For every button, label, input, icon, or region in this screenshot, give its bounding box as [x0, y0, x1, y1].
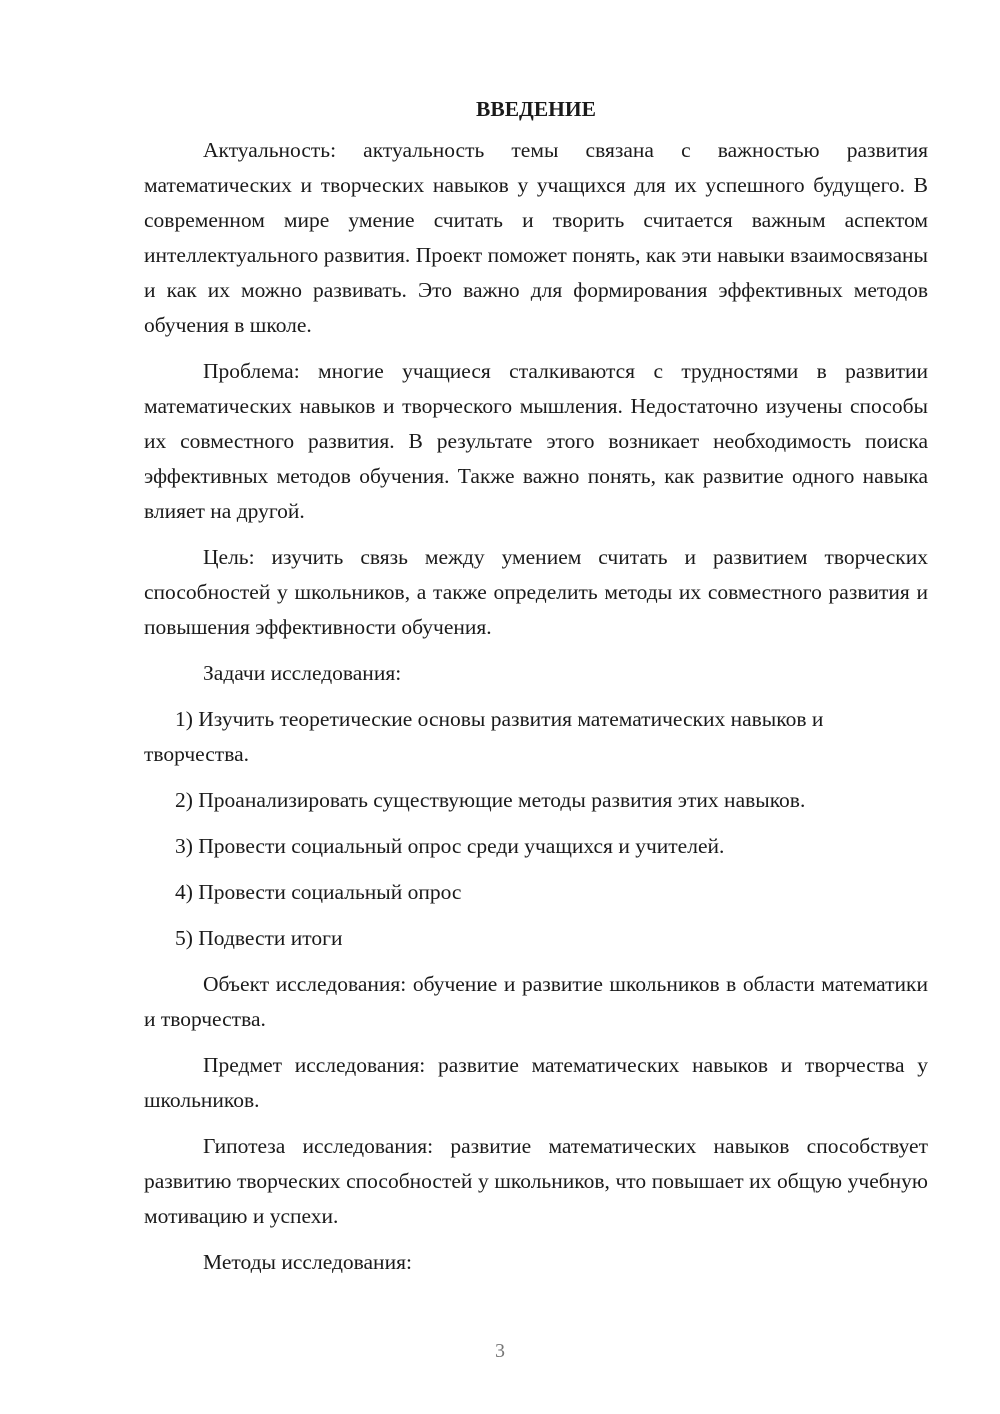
page-content [144, 92, 928, 1291]
goal-paragraph: Цель: изучить связь между умением считать и развитием творческих способностей у школьников, а также определить методы их совместного развития и повышения эффективности обучения. [144, 545, 928, 639]
task-item-3: 3) Провести социальный опрос среди учащихся и учителей. [175, 834, 725, 858]
hypothesis-paragraph: Гипотеза исследования: развитие математических навыков способствует развитию творческих способностей у школьников, что повышает их общую учебную мотивацию и успехи. [144, 1134, 928, 1228]
page-number: 3 [495, 1340, 505, 1362]
subject-paragraph: Предмет исследования: развитие математических навыков и творчества у школьников. [144, 1053, 928, 1112]
problem-paragraph: Проблема: многие учащиеся сталкиваются с трудностями в развитии математических навыков и творческого мышления. Недостаточно изучены способы их совместного развития. В результате этого возникает необходимость поиска эффективных методов обучения. Также важно понять, как развитие одного навыка влияет на другой. [144, 359, 928, 523]
object-paragraph: Объект исследования: обучение и развитие школьников в области математики и творчества. [144, 972, 928, 1031]
relevance-paragraph: Актуальность: актуальность темы связана с важностью развития математических и творческих навыков у учащихся для их успешного будущего. В современном мире умение считать и творить считается важным аспектом интеллектуального развития. Проект поможет понять, как эти навыки взаимосвязаны и как их можно развивать. Это важно для формирования эффективных методов обучения в школе. [144, 138, 928, 337]
section-title: ВВЕДЕНИЕ [476, 97, 596, 121]
methods-heading: Методы исследования: [203, 1250, 412, 1274]
tasks-heading: Задачи исследования: [203, 661, 402, 685]
task-item-1: 1) Изучить теоретические основы развития математических навыков и творчества. [144, 707, 824, 766]
task-item-5: 5) Подвести итоги [175, 926, 343, 950]
task-item-4: 4) Провести социальный опрос [175, 880, 462, 904]
task-item-2: 2) Проанализировать существующие методы развития этих навыков. [175, 788, 806, 812]
